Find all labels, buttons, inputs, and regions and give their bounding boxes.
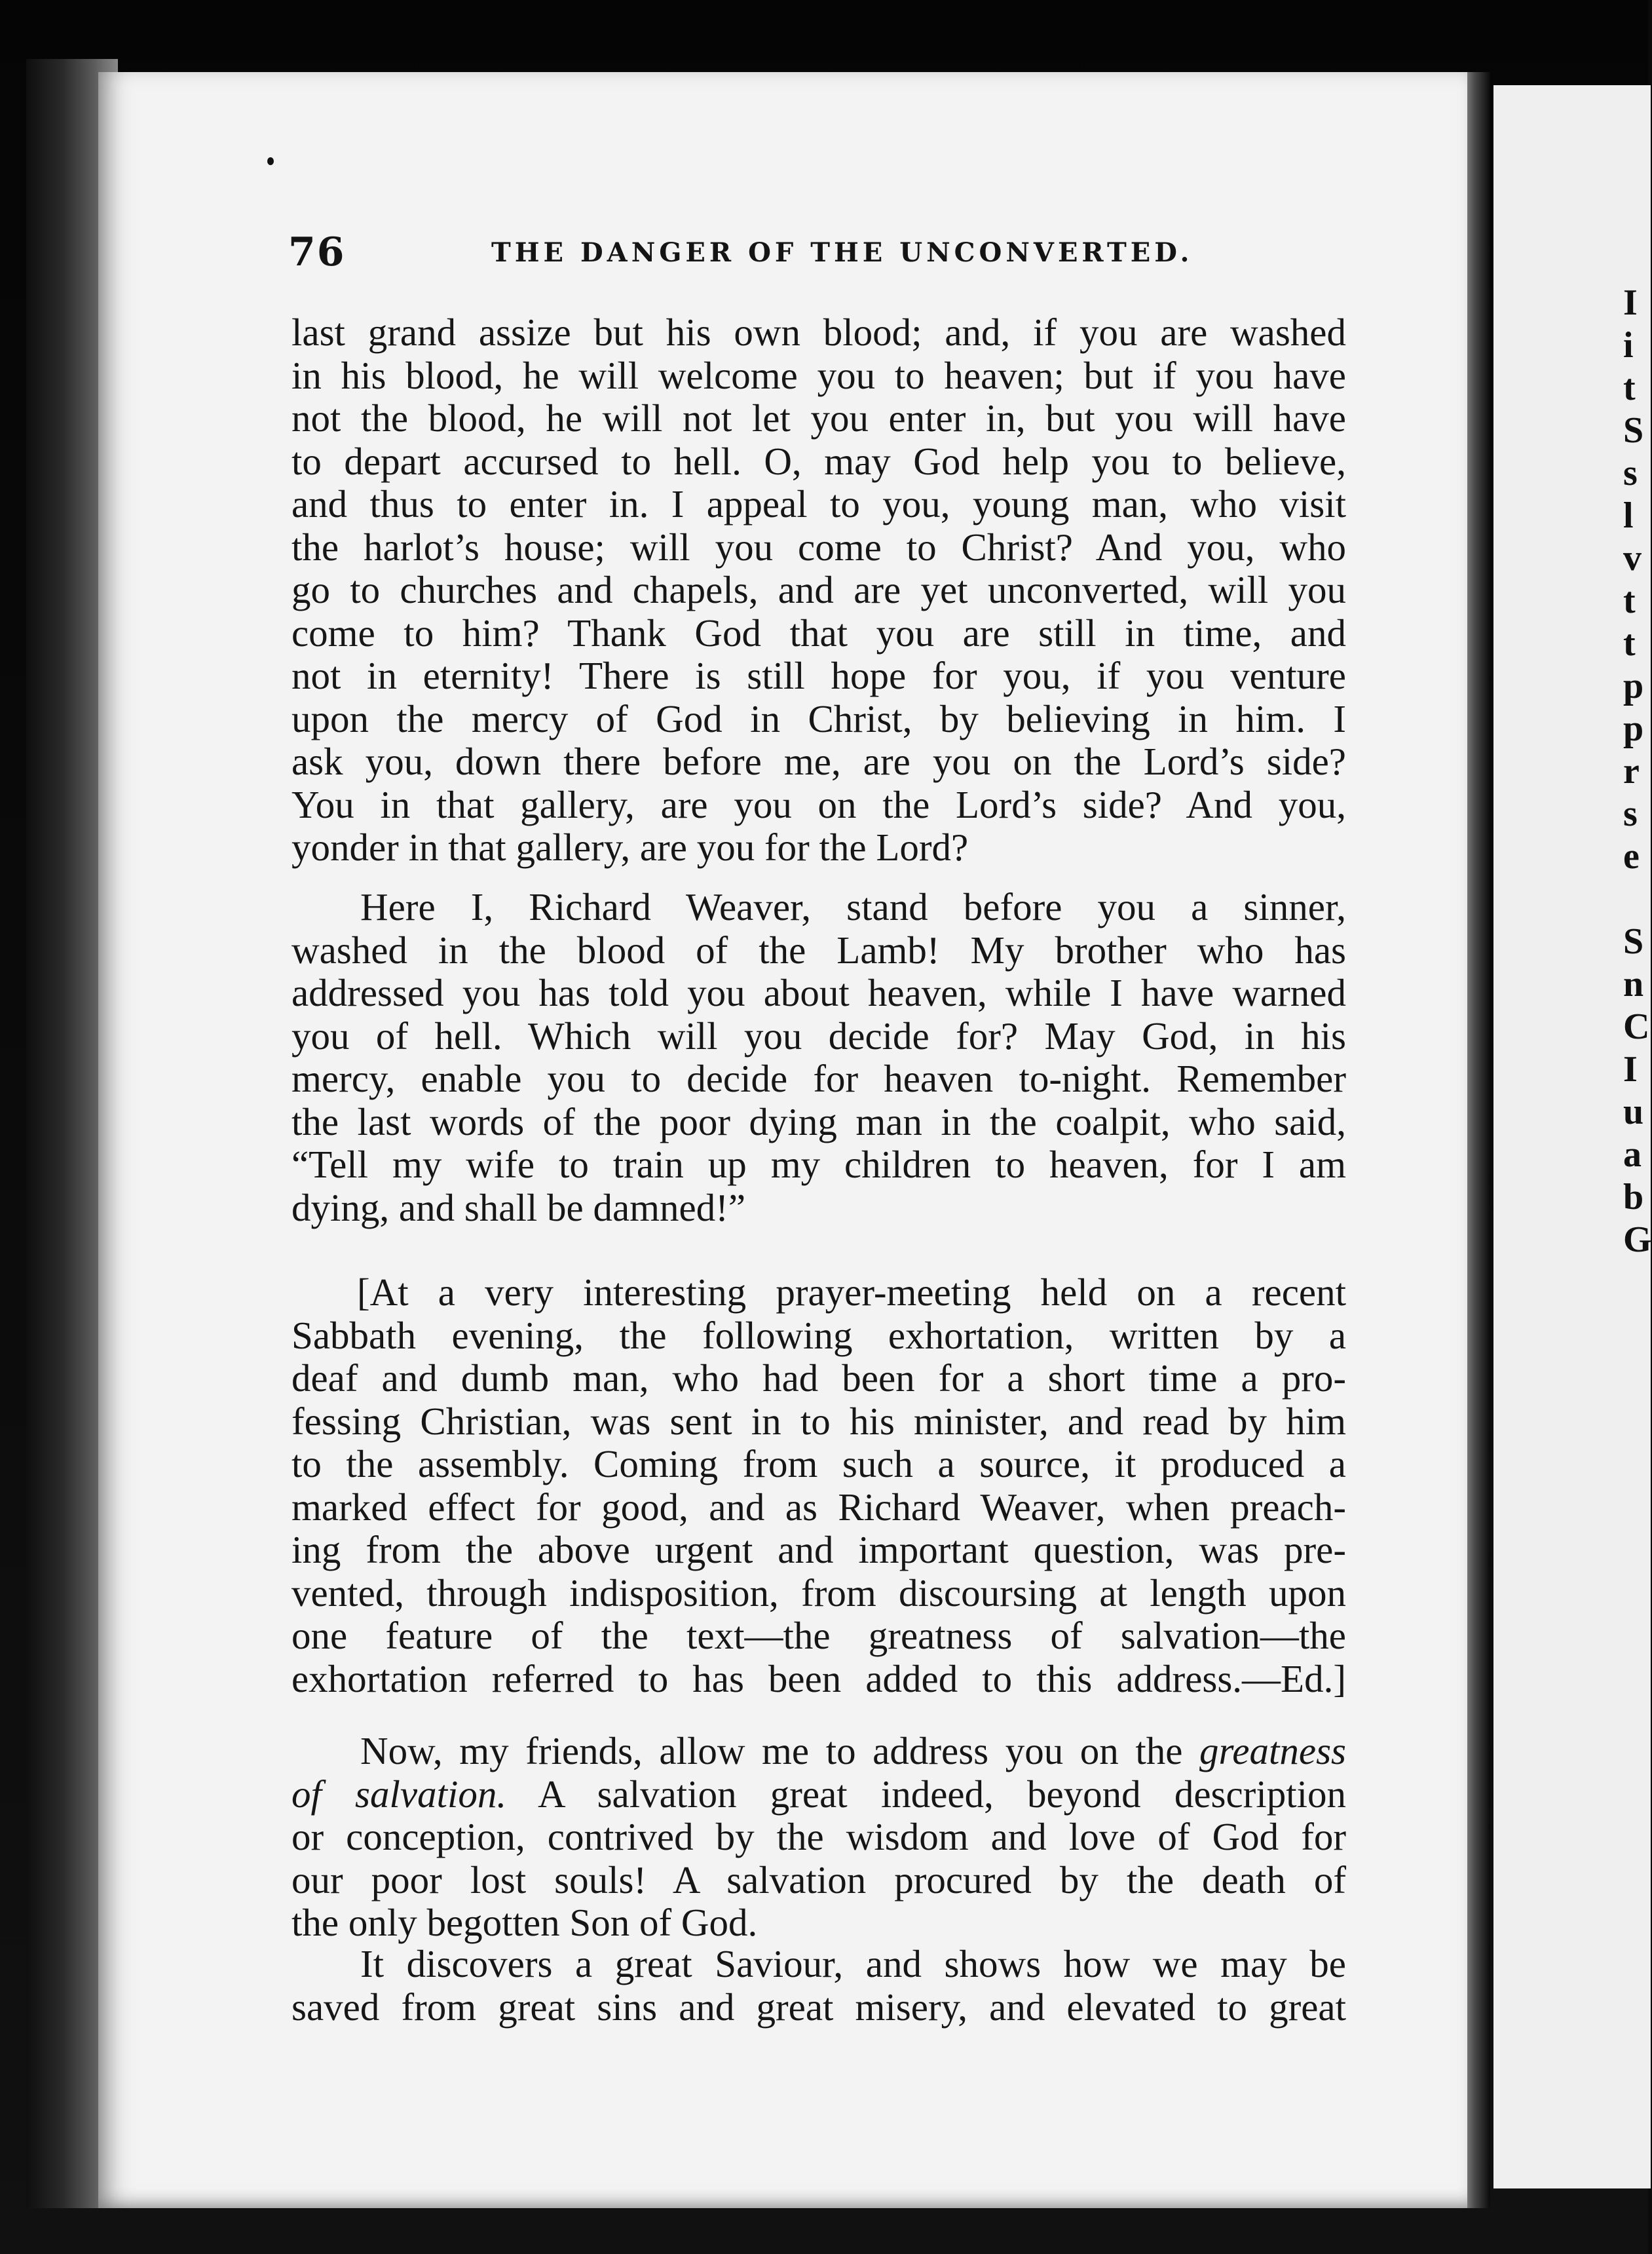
edge-letter: u (1623, 1092, 1644, 1132)
text-line: you of hell. Which will you decide for? May God, in his (291, 1014, 1346, 1058)
edge-letter: p (1623, 708, 1644, 749)
paragraph-4 (291, 1943, 1346, 2029)
edge-letter: S (1623, 921, 1644, 962)
text-line: come to him? Thank God that you are still in time, and (291, 611, 1346, 655)
text-line: Sabbath evening, the following exhortation, written by a (291, 1313, 1346, 1357)
edge-letter: s (1623, 453, 1638, 493)
text-line: You in that gallery, are you on the Lord’s side? And you, (291, 782, 1346, 826)
text-line: “Tell my wife to train up my children to heaven, for I am (291, 1143, 1346, 1186)
edge-letter: t (1623, 623, 1636, 664)
text-line: ask you, down there before me, are you on the Lord’s side? (291, 740, 1346, 783)
edge-letter: S (1623, 410, 1644, 451)
page-number: 76 (288, 229, 346, 275)
paragraph-1 (291, 311, 1346, 869)
text-line: dying, and shall be damned!” (291, 1185, 746, 1229)
text-line: not in eternity! There is still hope for you, if you venture (291, 654, 1346, 697)
text-line: last grand assize but his own blood; and, if you are washed (291, 311, 1346, 354)
edge-letter: t (1623, 581, 1636, 621)
edge-letter: t (1623, 368, 1636, 408)
text-line: mercy, enable you to decide for heaven to-night. Remember (291, 1057, 1346, 1100)
text-line: our poor lost souls! A salvation procured by the death of (291, 1858, 1346, 1901)
text-run: A salvation great indeed, beyond description (506, 1772, 1347, 1816)
edge-letter (1623, 878, 1649, 921)
text-line: upon the mercy of God in Christ, by believing in him. I (291, 697, 1346, 740)
text-line: saved from great sins and great misery, and elevated to great (291, 1985, 1346, 2029)
text-line: to the assembly. Coming from such a source, it produced a (291, 1442, 1346, 1485)
text-line: addressed you has told you about heaven, while I have warned (291, 971, 1346, 1014)
edge-letter: e (1623, 836, 1640, 877)
running-title: THE DANGER OF THE UNCONVERTED. (491, 237, 1193, 268)
edge-letter: s (1623, 793, 1638, 834)
running-head (288, 229, 1362, 275)
text-line (291, 1773, 1346, 1816)
italic-run: of salvation. (291, 1772, 507, 1816)
ink-speck (267, 157, 274, 165)
text-line: It discovers a great Saviour, and shows how we may be (360, 1942, 1346, 1985)
editor-note (291, 1271, 1346, 1700)
text-line: marked effect for good, and as Richard Weaver, when preach- (291, 1485, 1346, 1529)
text-line: the last words of the poor dying man in the coalpit, who said, (291, 1099, 1346, 1143)
text-run: Now, my friends, allow me to address you on the (360, 1729, 1200, 1772)
edge-letter: v (1623, 538, 1642, 579)
text-line: the only begotten Son of God. (291, 1901, 758, 1944)
paragraph-2 (291, 886, 1346, 1229)
edge-letter: l (1623, 495, 1634, 536)
edge-letter: a (1623, 1134, 1642, 1175)
text-line: in his blood, he will welcome you to heaven; but if you have (291, 353, 1346, 397)
text-line: Here I, Richard Weaver, stand before you a sinner, (360, 885, 1346, 928)
text-line: vented, through indisposition, from discoursing at length upon (291, 1571, 1346, 1614)
text-line: one feature of the text—the greatness of salvation—the (291, 1614, 1346, 1657)
text-line: [At a very interesting prayer-meeting held on a recent (357, 1270, 1346, 1314)
edge-letter: p (1623, 666, 1644, 706)
text-line (291, 1730, 1346, 1773)
edge-letter: C (1623, 1006, 1650, 1047)
text-line: and thus to enter in. I appeal to you, young man, who visit (291, 482, 1346, 525)
text-line: deaf and dumb man, who had been for a short time a pro- (291, 1356, 1346, 1400)
text-line: the harlot’s house; will you come to Christ? And you, who (291, 525, 1346, 569)
edge-letter: i (1623, 325, 1634, 366)
facing-page-letters (1623, 282, 1652, 1261)
text-line: exhortation referred to has been added to this address.—Ed.] (291, 1656, 1346, 1700)
text-line: or conception, contrived by the wisdom and love of God for (291, 1815, 1346, 1858)
text-line: go to churches and chapels, and are yet unconverted, will you (291, 568, 1346, 611)
edge-letter: n (1623, 964, 1644, 1004)
paragraph-3 (291, 1730, 1346, 1945)
edge-letter: I (1623, 1049, 1638, 1090)
edge-letter: G (1623, 1219, 1652, 1260)
edge-letter: b (1623, 1177, 1644, 1217)
edge-letter: I (1623, 282, 1638, 323)
edge-letter: r (1623, 751, 1640, 792)
text-line: yonder in that gallery, are you for the Lord? (291, 826, 969, 869)
italic-run: greatness (1199, 1729, 1346, 1772)
text-line: not the blood, he will not let you enter in, but you will have (291, 396, 1346, 440)
text-line: to depart accursed to hell. O, may God help you to believe, (291, 439, 1346, 483)
text-line: fessing Christian, was sent in to his minister, and read by him (291, 1399, 1346, 1443)
text-line: ing from the above urgent and important question, was pre- (291, 1528, 1346, 1571)
text-line: washed in the blood of the Lamb! My brother who has (291, 928, 1346, 972)
